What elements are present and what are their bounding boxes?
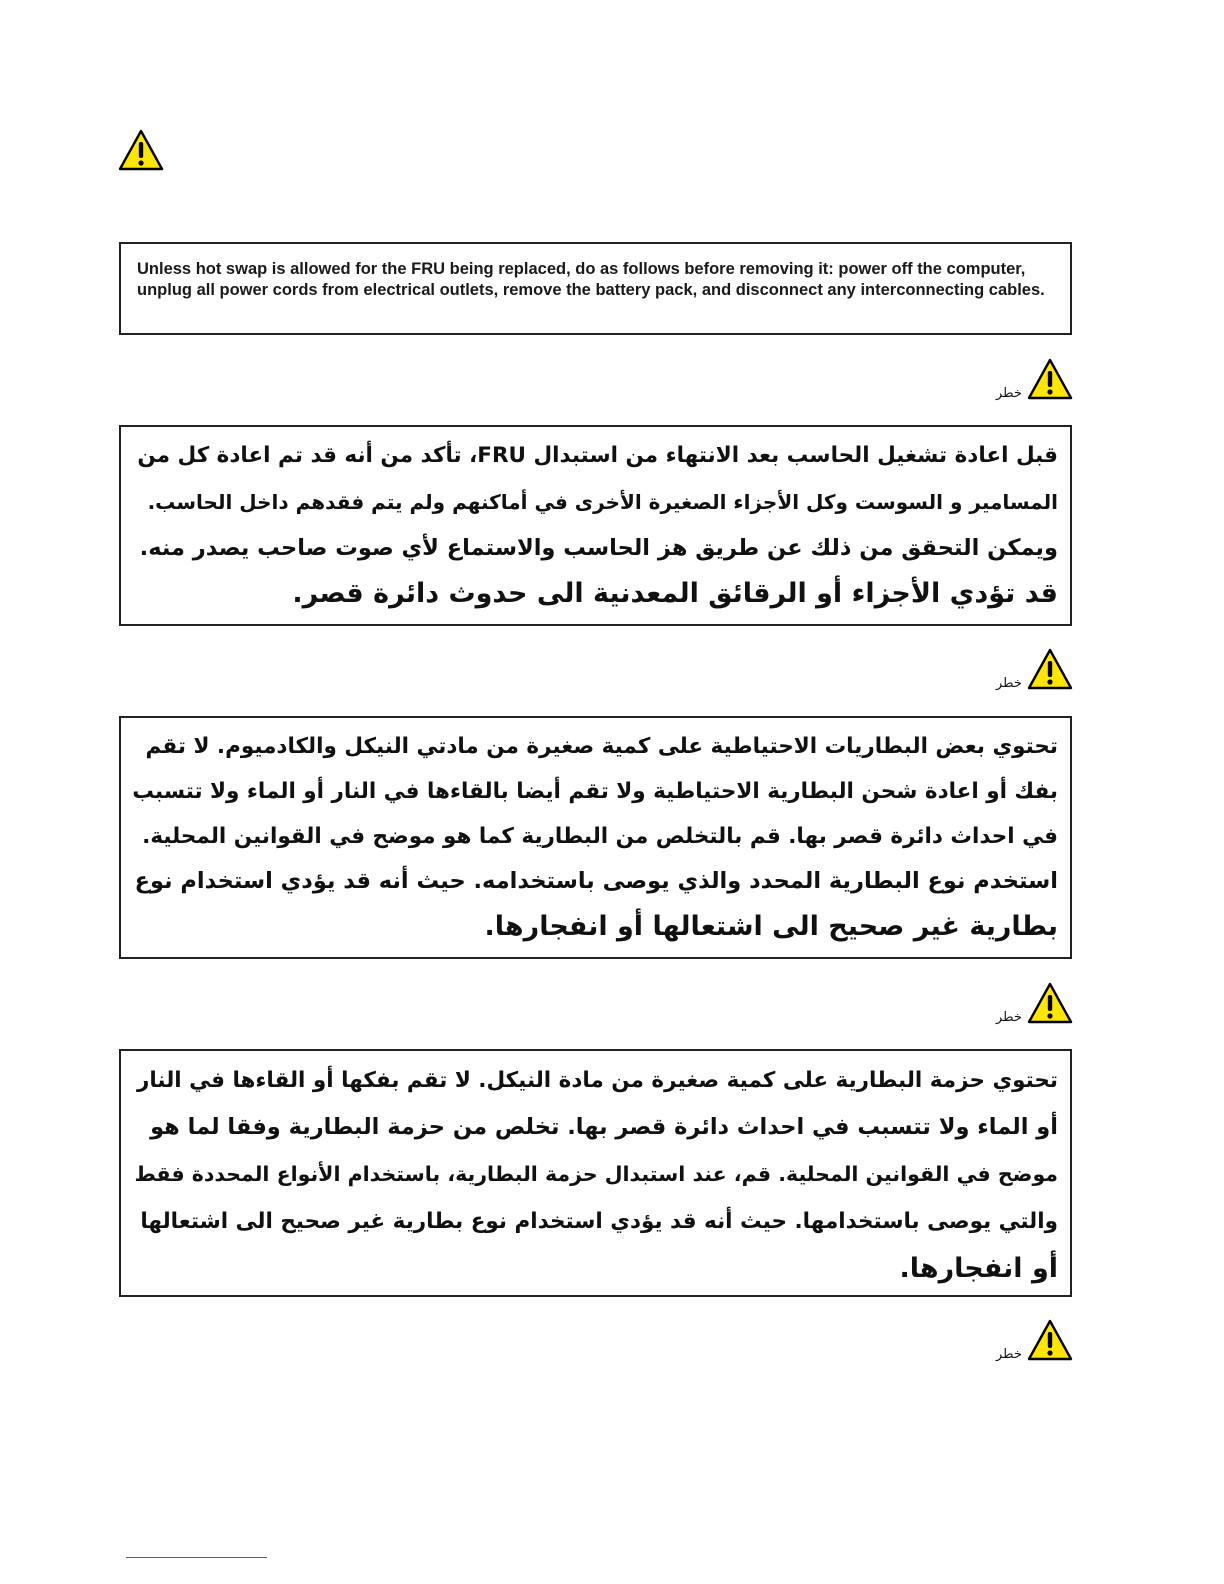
warning-line: أو انفجارها. — [899, 1253, 1058, 1284]
warning-line: قبل اعادة تشغيل الحاسب بعد الانتهاء من استبدال FRU، تأكد من أنه قد تم اعادة كل من — [137, 443, 1058, 468]
danger-warning-icon — [1027, 981, 1073, 1025]
warning-box-battery-pack — [119, 1049, 1072, 1297]
warning-line: بفك أو اعادة شحن البطارية الاحتياطية ولا تقم أيضا بالقاءها في النار أو الماء ولا تتسبب — [132, 779, 1058, 804]
warning-line: أو الماء ولا تتسبب في احداث دائرة قصر بها. تخلص من حزمة البطارية وفقا لما هو — [150, 1114, 1058, 1140]
danger-label: خطر — [996, 1010, 1022, 1025]
danger-warning-icon — [1027, 357, 1073, 401]
danger-warning-icon — [1027, 1318, 1073, 1362]
warning-line: تحتوي حزمة البطارية على كمية صغيرة من مادة النيكل. لا تقم بفكها أو القاءها في النار — [136, 1068, 1058, 1093]
warning-line: بطارية غير صحيح الى اشتعالها أو انفجارها. — [484, 911, 1058, 942]
danger-label: خطر — [996, 1347, 1022, 1362]
warning-line: في احداث دائرة قصر بها. قم بالتخلص من البطارية كما هو موضح في القوانين المحلية. — [142, 824, 1058, 849]
danger-warning-icon — [1027, 647, 1073, 691]
warning-line: قد تؤدي الأجزاء أو الرقائق المعدنية الى حدوث دائرة قصر. — [292, 578, 1058, 609]
warning-line: استخدم نوع البطارية المحدد والذي يوصى باستخدامه. حيث أنه قد يؤدي استخدام نوع — [134, 868, 1058, 894]
warning-line: المسامير و السوست وكل الأجزاء الصغيرة الأخرى في أماكنهم ولم يتم فقدهم داخل الحاسب. — [147, 490, 1058, 514]
danger-label: خطر — [996, 676, 1022, 691]
warning-line: تحتوي بعض البطاريات الاحتياطية على كمية صغيرة من مادتي النيكل والكادميوم. لا تقم — [145, 734, 1058, 759]
danger-label: خطر — [996, 386, 1022, 401]
warning-line: موضح في القوانين المحلية. قم، عند استبدال حزمة البطارية، باستخدام الأنواع المحددة فقط — [134, 1162, 1058, 1186]
warning-line: والتي يوصى باستخدامها. حيث أنه قد يؤدي استخدام نوع بطارية غير صحيح الى اشتعالها — [140, 1209, 1058, 1234]
hot-swap-notice — [119, 242, 1072, 335]
footer-rule — [126, 1557, 267, 1558]
danger-marker — [990, 357, 1075, 403]
hot-swap-notice-text: Unless hot swap is allowed for the FRU being replaced, do as follows before removing it: power off the computer, unplug all power cords from electrical outlets, remove the battery pack, and disconnect any interconnecting cables. — [137, 260, 1045, 299]
danger-marker — [990, 981, 1075, 1027]
warning-box-backup-battery — [119, 716, 1072, 959]
danger-marker — [990, 1318, 1075, 1364]
warning-line: ويمكن التحقق من ذلك عن طريق هز الحاسب والاستماع لأي صوت صاحب يصدر منه. — [139, 535, 1058, 561]
warning-icon — [118, 128, 164, 172]
warning-box-fru-reinstall — [119, 425, 1072, 626]
danger-marker — [990, 647, 1075, 693]
